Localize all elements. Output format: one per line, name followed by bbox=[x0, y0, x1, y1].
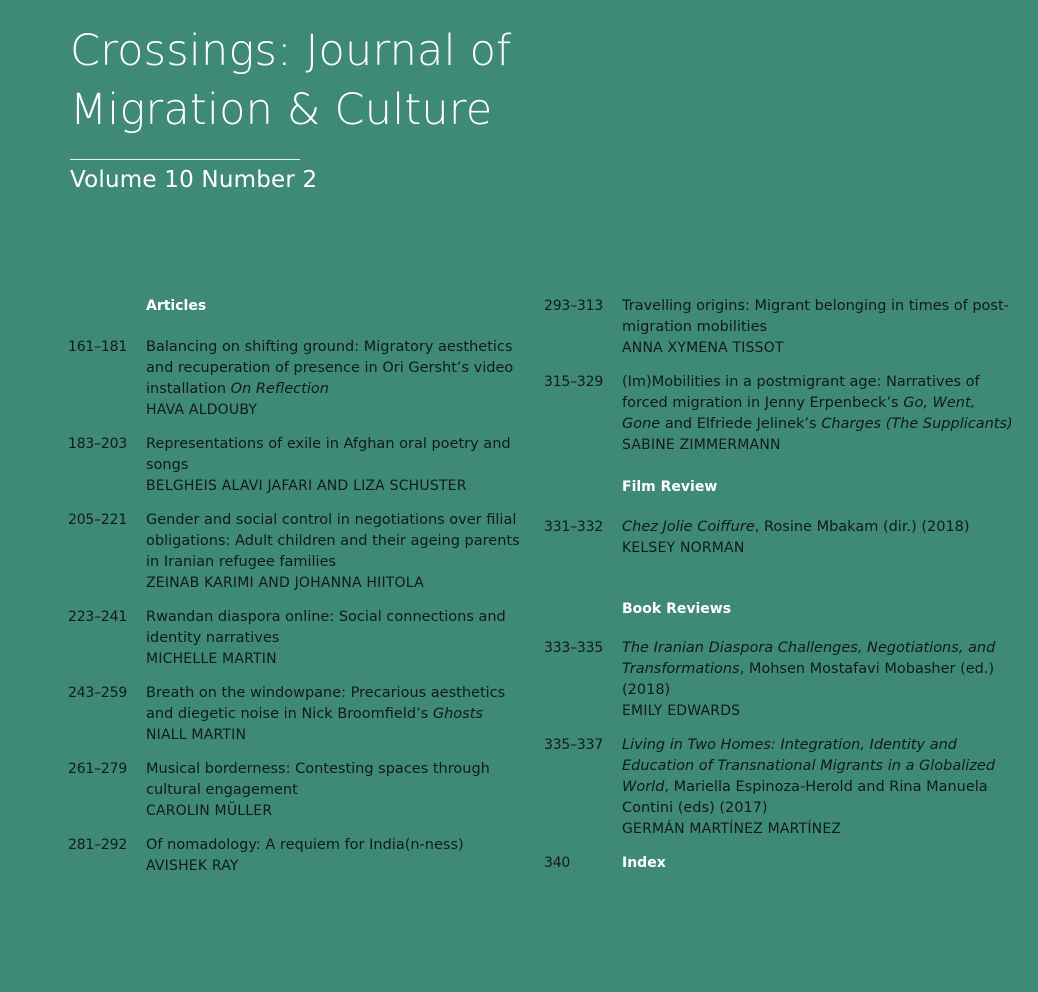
book-review-entry bbox=[544, 638, 1014, 722]
section-heading-index: Index bbox=[622, 855, 666, 871]
article-authors: AVISHEK RAY bbox=[146, 858, 239, 874]
article-entry bbox=[68, 337, 528, 421]
article-entry bbox=[68, 510, 528, 594]
review-author: EMILY EDWARDS bbox=[622, 703, 741, 719]
page-range: 335–337 bbox=[544, 737, 604, 753]
page-range: 243–259 bbox=[68, 685, 128, 701]
page-range: 281–292 bbox=[68, 837, 128, 853]
review-title-italic: Chez Jolie Coiffure bbox=[622, 519, 755, 535]
article-entry bbox=[68, 759, 528, 822]
review-title-text: , Mariella Espinoza-Herold and Rina Manuela Contini (eds) (2017) bbox=[622, 779, 988, 816]
journal-title bbox=[70, 22, 511, 140]
contents-left-column bbox=[68, 296, 528, 890]
page-range: 161–181 bbox=[68, 339, 128, 355]
article-title: Rwandan diaspora online: Social connections and identity narratives bbox=[146, 609, 506, 646]
review-title-italic: The Iranian Diaspora Challenges, Negotiations, and Transformations bbox=[622, 640, 996, 677]
article-title bbox=[146, 337, 528, 400]
article-title-italic: Ghosts bbox=[432, 706, 483, 722]
article-authors: MICHELLE MARTIN bbox=[146, 651, 277, 667]
book-review-entry bbox=[544, 735, 1014, 840]
page-range: 333–335 bbox=[544, 640, 604, 656]
article-title-text: Breath on the windowpane: Precarious aesthetics and diegetic noise in Nick Broomfield’s bbox=[146, 685, 506, 722]
article-title: Gender and social control in negotiations over filial obligations: Adult children and their ageing parents in Iranian refugee families bbox=[146, 512, 520, 570]
article-title-italic: Go, Went, Gone bbox=[622, 395, 976, 432]
article-authors: NIALL MARTIN bbox=[146, 727, 247, 743]
article-authors: ANNA XYMENA TISSOT bbox=[622, 340, 784, 356]
article-title bbox=[622, 372, 1014, 435]
review-author: GERMÁN MARTÍNEZ MARTÍNEZ bbox=[622, 821, 842, 837]
article-authors: SABINE ZIMMERMANN bbox=[622, 437, 781, 453]
review-title bbox=[622, 638, 1014, 701]
article-authors: ZEINAB KARIMI AND JOHANNA HIITOLA bbox=[146, 575, 424, 591]
page-range: 261–279 bbox=[68, 761, 128, 777]
film-review-entry bbox=[544, 517, 1014, 559]
page-range: 340 bbox=[544, 855, 571, 871]
page-range: 293–313 bbox=[544, 298, 604, 314]
article-title-text: Balancing on shifting ground: Migratory aesthetics and recuperation of presence in Ori Gersht’s video installation bbox=[146, 339, 514, 397]
article-title: Representations of exile in Afghan oral poetry and songs bbox=[146, 436, 511, 473]
page-range: 315–329 bbox=[544, 374, 604, 390]
review-title bbox=[622, 735, 1014, 819]
review-title-text: , Rosine Mbakam (dir.) (2018) bbox=[754, 519, 970, 535]
article-entry bbox=[68, 835, 528, 877]
article-entry bbox=[544, 296, 1014, 359]
article-authors: HAVA ALDOUBY bbox=[146, 402, 258, 418]
page-range: 331–332 bbox=[544, 519, 604, 535]
title-divider bbox=[70, 159, 300, 160]
contents-right-column bbox=[544, 296, 1014, 874]
article-title-text: (Im)Mobilities in a postmigrant age: Narratives of forced migration in Jenny Erpenbeck’s bbox=[622, 374, 980, 411]
article-title bbox=[146, 683, 528, 725]
review-author: KELSEY NORMAN bbox=[622, 540, 745, 556]
page-range: 183–203 bbox=[68, 436, 128, 452]
section-heading-book-reviews: Book Reviews bbox=[622, 601, 732, 617]
page-range: 205–221 bbox=[68, 512, 128, 528]
article-authors: BELGHEIS ALAVI JAFARI AND LIZA SCHUSTER bbox=[146, 478, 467, 494]
article-authors: CAROLIN MÜLLER bbox=[146, 803, 273, 819]
article-title: Travelling origins: Migrant belonging in times of post-migration mobilities bbox=[622, 298, 1009, 335]
article-title: Of nomadology: A requiem for India(n-ness) bbox=[146, 837, 464, 853]
article-title: Musical borderness: Contesting spaces through cultural engagement bbox=[146, 761, 490, 798]
article-entry bbox=[68, 607, 528, 670]
article-title-italic: On Reflection bbox=[230, 381, 329, 397]
review-title bbox=[622, 517, 1014, 538]
page-range: 223–241 bbox=[68, 609, 128, 625]
volume-number: Volume 10 Number 2 bbox=[70, 167, 318, 193]
journal-title-line-2: Migration & Culture bbox=[70, 85, 493, 135]
journal-title-line-1: Crossings: Journal of bbox=[70, 26, 512, 76]
article-entry bbox=[544, 372, 1014, 456]
review-title-italic: Living in Two Homes: Integration, Identity and Education of Transnational Migrants in a Globalized World bbox=[622, 737, 996, 795]
article-title-italic: Charges (The Supplicants) bbox=[821, 416, 1013, 432]
article-entry bbox=[68, 434, 528, 497]
article-entry bbox=[68, 683, 528, 746]
section-heading-film-review: Film Review bbox=[622, 479, 718, 495]
section-heading-articles: Articles bbox=[146, 298, 207, 314]
index-entry bbox=[544, 853, 1014, 874]
review-title-text: , Mohsen Mostafavi Mobasher (ed.) (2018) bbox=[622, 661, 995, 698]
article-title-text: and Elfriede Jelinek’s bbox=[660, 416, 822, 432]
